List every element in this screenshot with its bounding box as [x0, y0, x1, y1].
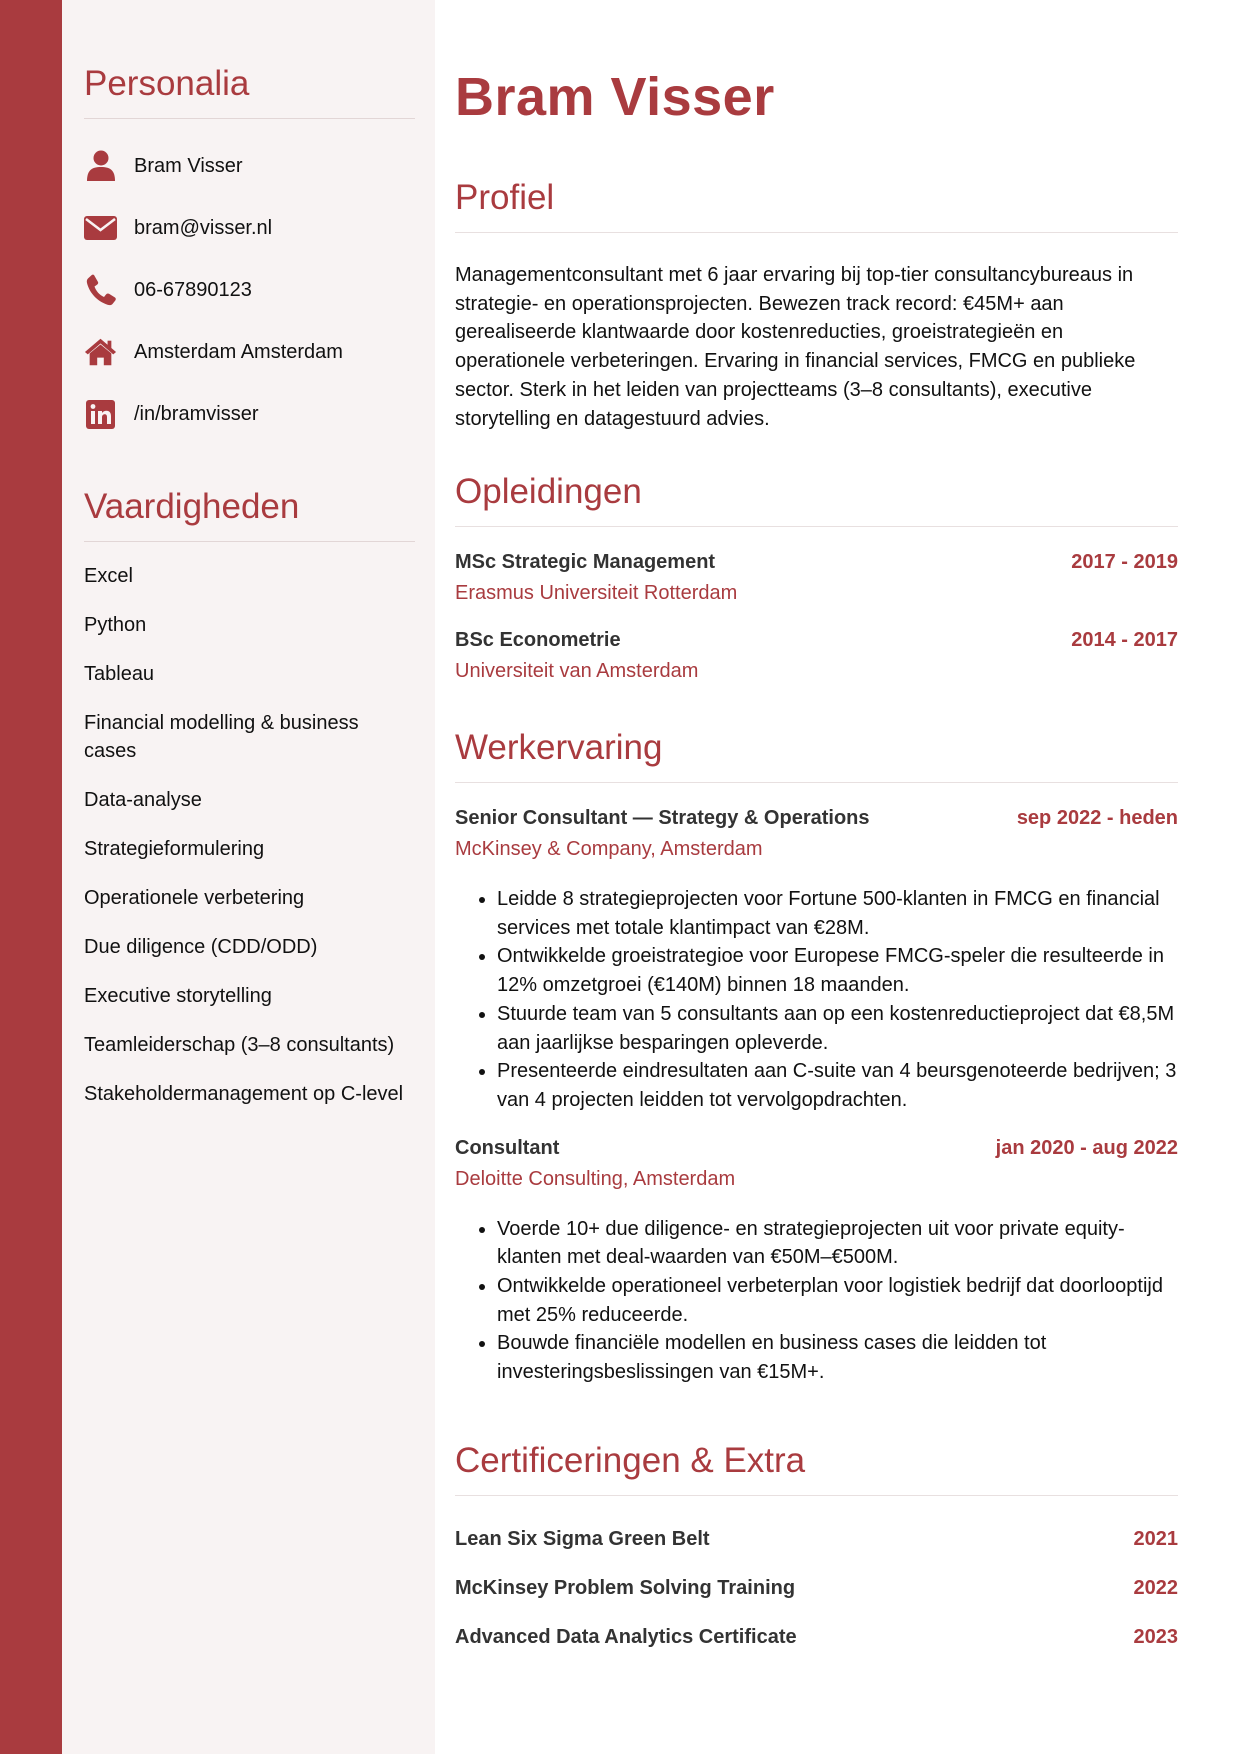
sidebar	[62, 0, 435, 1754]
job-title: Consultant	[455, 1136, 560, 1159]
contact-location	[84, 321, 415, 383]
skill-item: Financial modelling & business cases	[84, 712, 359, 762]
education-entry	[455, 551, 1178, 605]
education-institution: Erasmus Universiteit Rotterdam	[455, 582, 738, 604]
user-icon	[84, 150, 117, 183]
job-bullets	[455, 1215, 1178, 1387]
job-company: McKinsey & Company, Amsterdam	[455, 838, 763, 860]
job-bullet: • Ontwikkelde groeistrategioe voor Europese FMCG-speler die resulteerde in 12% omzetgroei (€140M) binnen 18 maanden.	[497, 942, 1178, 999]
sidebar-content	[84, 64, 415, 1129]
certification-year: 2023	[1133, 1626, 1178, 1648]
education-degree: BSc Econometrie	[455, 629, 621, 651]
skill-item: Operationele verbetering	[84, 887, 305, 909]
education-date: 2014 - 2017	[1071, 629, 1178, 651]
certification-title: Advanced Data Analytics Certificate	[455, 1626, 797, 1648]
certifications-section	[455, 1441, 1178, 1675]
phone-icon	[84, 274, 117, 307]
candidate-name: Bram Visser	[455, 67, 775, 127]
skill-item: Data-analyse	[84, 789, 202, 811]
certification-item	[455, 1577, 1178, 1600]
job-date: sep 2022 - heden	[1016, 807, 1178, 829]
contact-location-text: Amsterdam Amsterdam	[134, 340, 343, 363]
contact-name	[84, 135, 415, 197]
skill-list	[84, 562, 415, 1108]
education-entry	[455, 629, 1178, 683]
certification-item	[455, 1626, 1178, 1649]
linkedin-icon	[84, 398, 117, 431]
contact-list	[84, 135, 415, 445]
certification-year: 2022	[1133, 1577, 1178, 1599]
contact-name-text: Bram Visser	[134, 154, 243, 177]
education-heading: Opleidingen	[455, 472, 1178, 527]
contact-email[interactable]	[84, 197, 415, 259]
skill-item: Excel	[84, 565, 133, 587]
skill-item: Strategieformulering	[84, 838, 265, 860]
job-bullet: • Presenteerde eindresultaten aan C-suite van 4 beursgenoteerde bedrijven; 3 van 4 projecten leidden tot vervolgopdrachten.	[497, 1057, 1178, 1114]
job-bullet: • Stuurde team van 5 consultants aan op een kostenreductieproject dat €8,5M aan jaarlijkse besparingen opleverde.	[497, 1000, 1178, 1057]
experience-section	[455, 728, 1178, 1387]
profile-section	[455, 178, 1178, 433]
skill-item: Due diligence (CDD/ODD)	[84, 936, 318, 958]
job-title: Senior Consultant — Strategy & Operations	[455, 807, 870, 829]
home-icon	[84, 336, 117, 369]
job-company: Deloitte Consulting, Amsterdam	[455, 1167, 736, 1190]
job-bullets	[455, 885, 1178, 1115]
contact-linkedin-text: /in/bramvisser	[134, 402, 259, 425]
job-bullet: • Leidde 8 strategieprojecten voor Fortune 500-klanten in FMCG en financial services met totale klantimpact van €28M.	[497, 885, 1178, 942]
envelope-icon	[84, 212, 117, 245]
job-entry	[455, 1137, 1178, 1387]
education-institution: Universiteit van Amsterdam	[455, 660, 699, 682]
contact-linkedin[interactable]	[84, 383, 415, 445]
profile-text: Managementconsultant met 6 jaar ervaring bij top-tier consultancybureaus in strategie- en operationsprojecten. Bewezen track record: €45M+ aan gerealiseerde klantwaarde door kostenreducties, groeistrategieën en operationele verbeteringen. Ervaring in financial services, FMCG en publieke sector. Sterk in het leiden van projectteams (3–8 consultants), executive storytelling en datagestuurd advies.	[455, 264, 1136, 430]
certification-list	[455, 1528, 1178, 1649]
certifications-heading: Certificeringen & Extra	[455, 1441, 1178, 1496]
skill-item: Executive storytelling	[84, 985, 272, 1007]
skill-item: Python	[84, 614, 147, 636]
skill-item: Stakeholdermanagement op C-level	[84, 1083, 404, 1105]
education-degree: MSc Strategic Management	[455, 551, 716, 573]
job-date: jan 2020 - aug 2022	[995, 1136, 1178, 1159]
skill-item: Tableau	[84, 663, 155, 685]
job-bullet: • Bouwde financiële modellen en business cases die leidden tot investeringsbeslissingen van €15M+.	[497, 1329, 1178, 1386]
education-section	[455, 472, 1178, 683]
contact-phone-text: 06-67890123	[134, 278, 252, 301]
certification-item	[455, 1528, 1178, 1551]
job-bullet: • Voerde 10+ due diligence- en strategieprojecten uit voor private equity-klanten met deal-waarden van €50M–€500M.	[497, 1215, 1178, 1272]
skill-item: Teamleiderschap (3–8 consultants)	[84, 1034, 395, 1056]
job-entry	[455, 807, 1178, 1115]
skills-heading: Vaardigheden	[84, 487, 415, 542]
contact-phone[interactable]	[84, 259, 415, 321]
job-bullet: • Ontwikkelde operationeel verbeterplan voor logistiek bedrijf dat doorlooptijd met 25% reduceerde.	[497, 1272, 1178, 1329]
certification-title: Lean Six Sigma Green Belt	[455, 1528, 710, 1550]
personalia-heading: Personalia	[84, 64, 415, 119]
profile-heading: Profiel	[455, 178, 1178, 233]
experience-heading: Werkervaring	[455, 728, 1178, 783]
accent-bar	[0, 0, 62, 1754]
certification-title: McKinsey Problem Solving Training	[455, 1577, 796, 1599]
contact-email-text: bram@visser.nl	[134, 216, 273, 239]
certification-year: 2021	[1133, 1528, 1178, 1550]
education-date: 2017 - 2019	[1071, 551, 1178, 573]
